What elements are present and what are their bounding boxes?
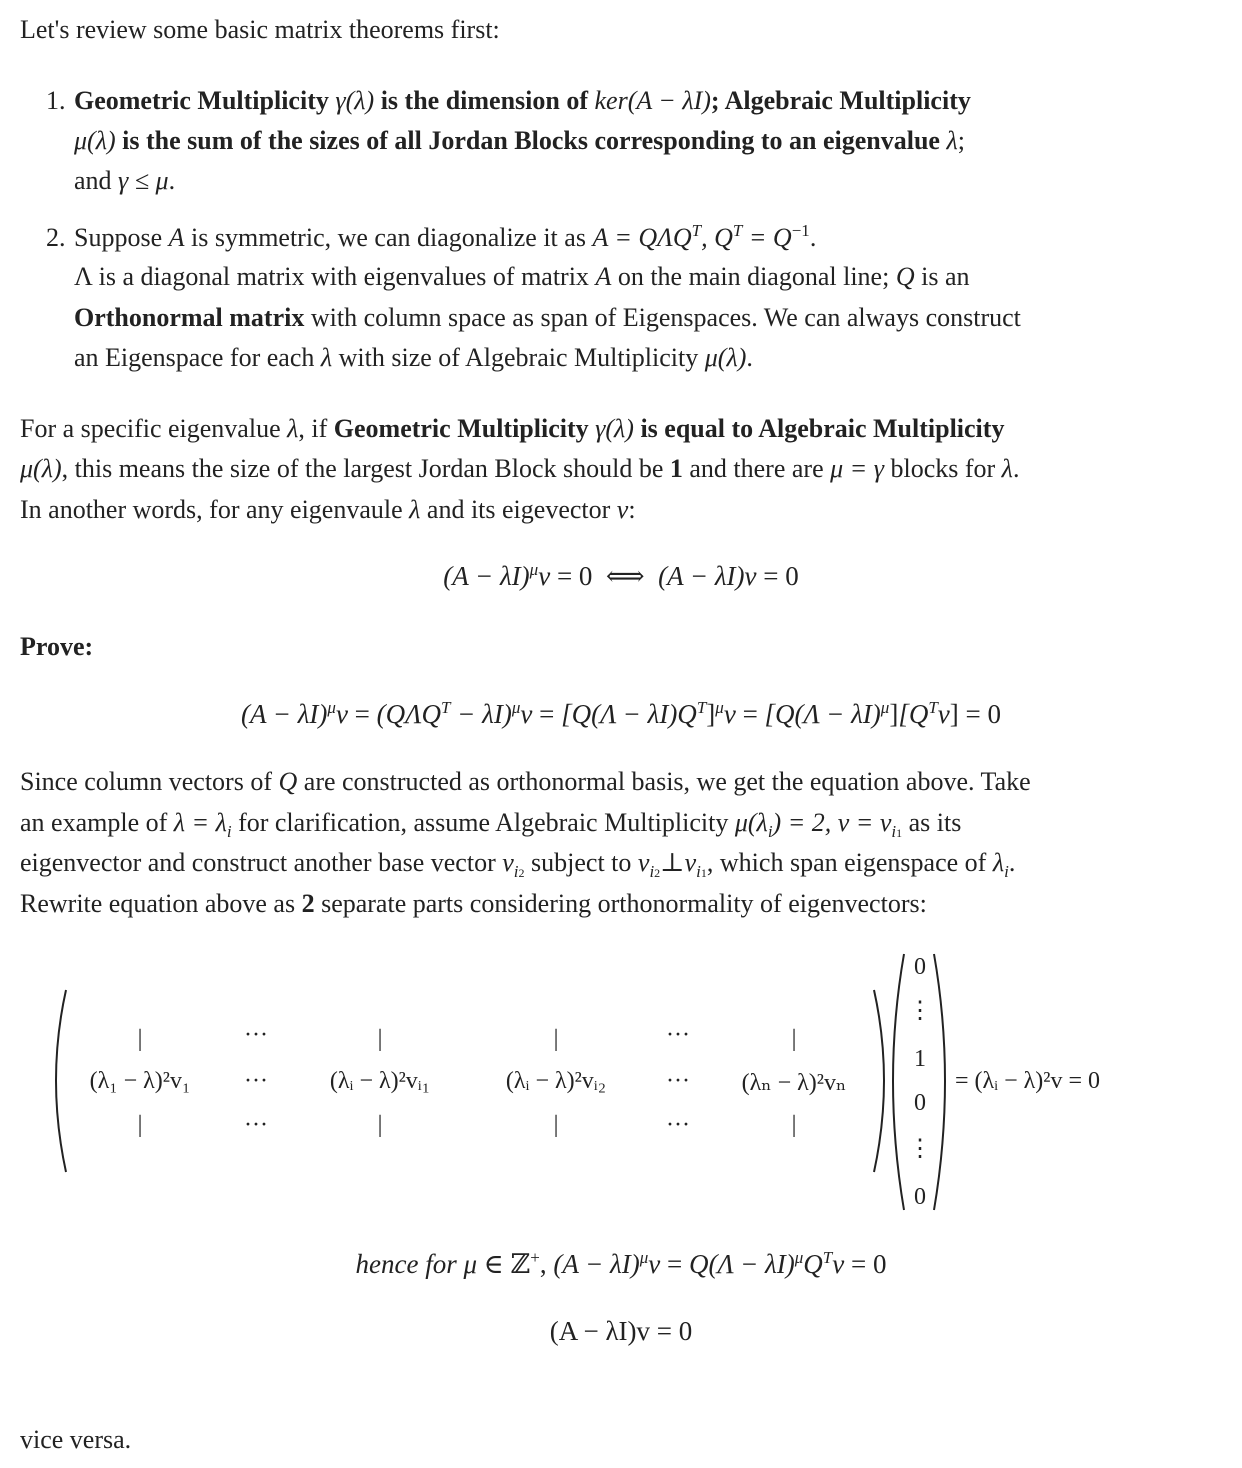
equation-4: (A − λI)v = 0 bbox=[549, 1316, 693, 1346]
cell-coli1: (λᵢ − λ)²vᵢ₁ bbox=[329, 1068, 431, 1094]
vector-entry-2: 1 bbox=[914, 1046, 926, 1072]
bar-bottom-col1: | bbox=[137, 1112, 143, 1138]
bar-bottom-coln: | bbox=[791, 1112, 797, 1138]
dots-top-2: ··· bbox=[666, 1022, 690, 1048]
bar-top-col1: | bbox=[137, 1026, 143, 1052]
list-item-1-line-1: Geometric Multiplicity γ(λ) is the dimension of ker(A − λI); Algebraic Multiplicity bbox=[74, 86, 971, 115]
list-item-1-line-2: μ(λ) is the sum of the sizes of all Jordan Blocks corresponding to an eigenvalue λ; bbox=[74, 126, 965, 155]
prove-label: Prove: bbox=[20, 632, 94, 661]
bar-top-coli1: | bbox=[377, 1026, 383, 1052]
equation-2: $(A - \lambda I)^\mu v = (Q\Lambda Q^T - \lambda I)^\mu v = [Q(\Lambda - \lambda I)Q^T]^\mu v = [Q(\Lambda - \lambda I)^\mu][Q^Tv] = 0$ bbox=[240, 698, 1001, 729]
right-paren bbox=[874, 990, 884, 1172]
vector-entry-3: 0 bbox=[914, 1090, 926, 1116]
para2-line-3: eigenvector and construct another base vector $v_{i2}$ subject to $v_{i2}\perp v_{i1}$, which span eigenspace of $\lambda_i$. bbox=[20, 848, 1016, 881]
cell-col1: (λ₁ − λ)²v₁ bbox=[89, 1068, 191, 1094]
equation-3: hence for μ ∈ ℤ+, $(A - \lambda I)^\mu v = Q(\Lambda - \lambda I)^\mu Q^Tv = 0$ bbox=[355, 1248, 887, 1279]
cell-coln: (λₙ − λ)²vₙ bbox=[741, 1070, 847, 1096]
para1-line-2: μ(λ), this means the size of the largest Jordan Block should be 1 and there are μ = γ blocks for λ. bbox=[20, 454, 1020, 483]
intro-text: Let's review some basic matrix theorems first: bbox=[20, 15, 500, 44]
vector-entry-5: 0 bbox=[914, 1184, 926, 1210]
dots-top-1: ··· bbox=[244, 1022, 268, 1048]
bar-bottom-coli2: | bbox=[553, 1112, 559, 1138]
list-item-1-line-3: and γ ≤ μ. bbox=[74, 166, 176, 195]
para2-line-1: Since column vectors of Q are constructed as orthonormal basis, we get the equation above. Take bbox=[20, 767, 1031, 796]
vector-right-paren bbox=[934, 954, 945, 1210]
vector-entry-4: ⋮ bbox=[908, 1136, 932, 1162]
dots-bottom-2: ··· bbox=[666, 1112, 690, 1138]
dots-mid-1: ··· bbox=[244, 1068, 268, 1094]
para2-line-4: Rewrite equation above as 2 separate parts considering orthonormality of eigenvectors: bbox=[20, 889, 927, 918]
left-paren bbox=[56, 990, 66, 1172]
closing-text: vice versa. bbox=[20, 1425, 132, 1454]
list-item-2-line-3: Orthonormal matrix with column space as span of Eigenspaces. We can always construct bbox=[74, 303, 1021, 332]
vector-entry-1: ⋮ bbox=[908, 998, 932, 1024]
bar-bottom-coli1: | bbox=[377, 1112, 383, 1138]
list-item-2-line-2: Λ is a diagonal matrix with eigenvalues of matrix A on the main diagonal line; Q is an bbox=[74, 262, 970, 291]
matrix-rhs: = (λᵢ − λ)²v = 0 bbox=[955, 1068, 1100, 1094]
para1-line-1: For a specific eigenvalue λ, if Geometric Multiplicity γ(λ) is equal to Algebraic Multiplicity bbox=[20, 414, 1005, 443]
para1-line-3: In another words, for any eigenvaule λ and its eigevector v: bbox=[20, 495, 636, 524]
bar-top-coli2: | bbox=[553, 1026, 559, 1052]
bar-top-coln: | bbox=[791, 1026, 797, 1052]
list-number-1: 1. bbox=[46, 86, 66, 115]
equation-1: $(A - \lambda I)^\mu v = 0$ ⟺ (A − λI)v = 0 bbox=[443, 560, 799, 591]
dots-bottom-1: ··· bbox=[244, 1112, 268, 1138]
matrix-equation bbox=[0, 940, 1242, 1220]
list-item-2-line-4: an Eigenspace for each λ with size of Algebraic Multiplicity μ(λ). bbox=[74, 343, 753, 372]
vector-left-paren bbox=[893, 954, 904, 1210]
list-item-2-line-1: Suppose A is symmetric, we can diagonalize it as $A = Q\Lambda Q^T$, $Q^T = Q^{-1}$. bbox=[74, 221, 817, 252]
para2-line-2: an example of $\lambda = \lambda_i$ for clarification, assume Algebraic Multiplicity $\mu(\lambda_i) = 2$, $v = v_{i1}$ as its bbox=[20, 808, 962, 841]
cell-coli2: (λᵢ − λ)²vᵢ₂ bbox=[505, 1068, 607, 1094]
list-number-2: 2. bbox=[46, 223, 66, 252]
dots-mid-2: ··· bbox=[666, 1068, 690, 1094]
vector-entry-0: 0 bbox=[914, 954, 926, 980]
